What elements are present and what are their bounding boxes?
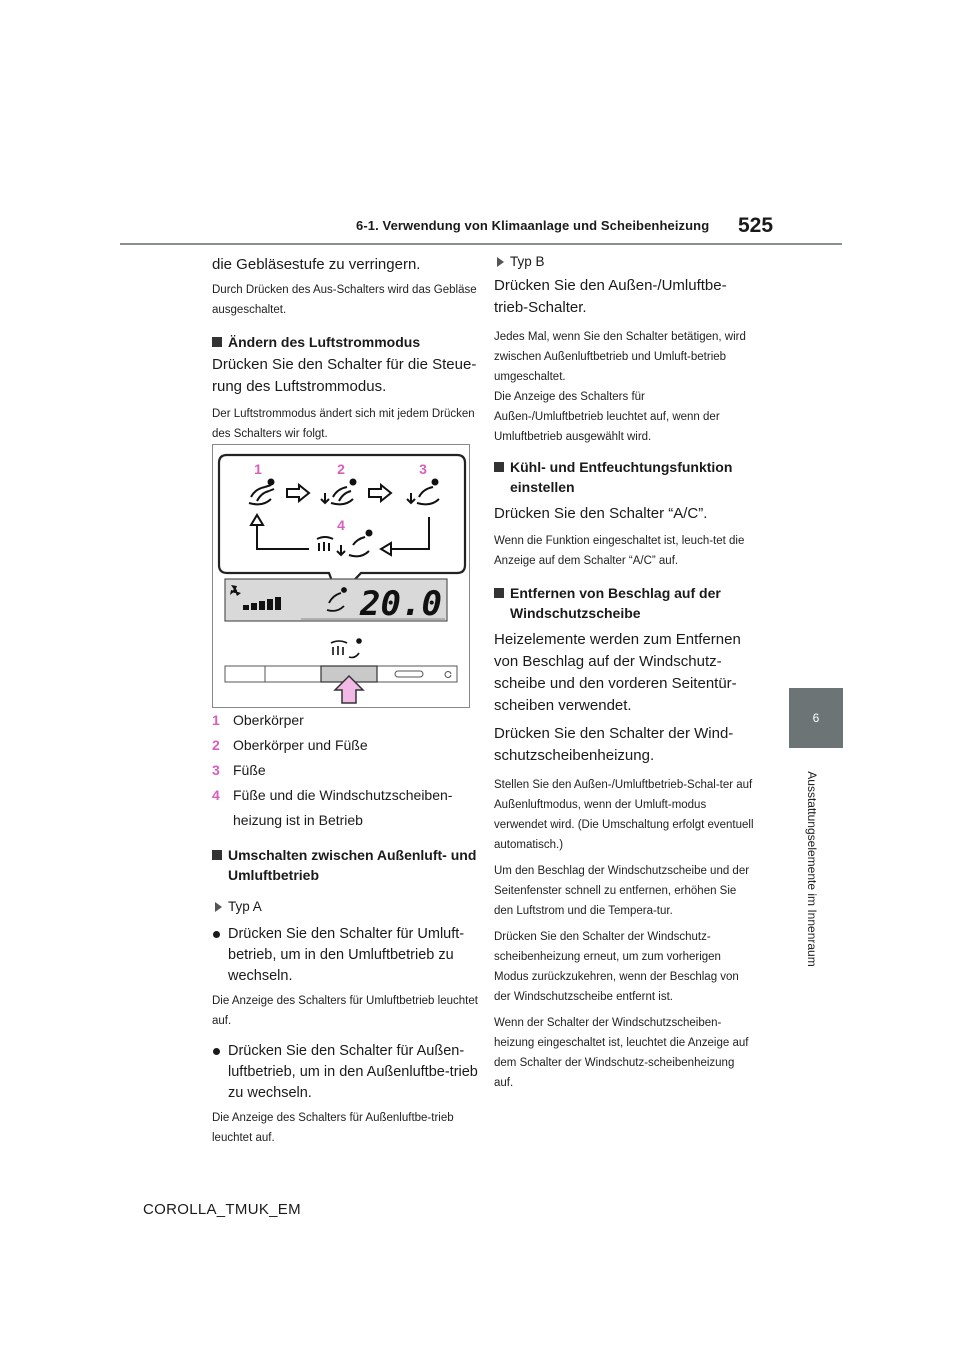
bullet-paragraph: Drücken Sie den Schalter für Umluft-betrieb, um in den Umluftbetrieb zu wechseln.: [212, 924, 480, 987]
mode-list-item: 4 Füße und die Windschutzscheiben-heizung ist in Betrieb: [212, 787, 453, 828]
note-text: Wenn die Funktion eingeschaltet ist, leuch-tet die Anzeige auf dem Schalter “A/C” auf.: [494, 535, 745, 567]
bullet-paragraph: Drücken Sie den Schalter für Außen-luftbetrieb, um in den Außenluftbe-trieb zu wechseln.: [212, 1041, 480, 1104]
text-paragraph: Heizelemente werden zum Entfernen von Beschlag auf der Windschutz-scheibe und den vorderen Seitentür-scheiben verwendet.: [494, 631, 741, 714]
square-bullet-icon: [212, 337, 222, 347]
note-text: Durch Drücken des Aus-Schalters wird das Gebläse ausgeschaltet.: [212, 284, 477, 316]
footer-model-code: COROLLA_TMUK_EM: [143, 1201, 301, 1218]
note-text: Um den Beschlag der Windschutzscheibe und der Seitenfenster schnell zu entfernen, erhöhen Sie den Luftstrom und die Tempera-tur.: [494, 865, 750, 917]
square-bullet-icon: [494, 588, 504, 598]
mode-list-item: 2 Oberkörper und Füße: [212, 737, 368, 753]
left-column: [212, 254, 480, 444]
mode-list-item: 3 Füße: [212, 762, 266, 778]
square-bullet-icon: [494, 462, 504, 472]
note-text: Die Anzeige des Schalters für Umluftbetrieb leuchtet auf.: [212, 995, 478, 1027]
text-paragraph: Drücken Sie den Außen-/Umluftbe-trieb-Schalter.: [494, 277, 727, 316]
mode-label-3: 3: [419, 461, 427, 477]
left-column-lower: [212, 708, 480, 1148]
mode-label-4: 4: [337, 517, 345, 533]
note-text: Die Anzeige des Schalters für Außenluftbe-trieb leuchtet auf.: [212, 1112, 454, 1144]
defrost-switch-icon: [331, 639, 361, 658]
right-column: [494, 254, 756, 1093]
airflow-diagram: [213, 445, 469, 707]
section-heading-switch: Umschalten zwischen Außenluft- und Umluftbetrieb: [212, 845, 480, 885]
text-paragraph: Drücken Sie den Schalter für die Steue-rung des Luftstrommodus.: [212, 356, 477, 395]
temperature-readout: 20.0: [360, 584, 442, 624]
text-paragraph: die Gebläsestufe zu verringern.: [212, 256, 421, 273]
type-label: Typ B: [494, 254, 756, 269]
mode-label-2: 2: [337, 461, 345, 477]
note-text: Die Anzeige des Schalters für Außen-/Umluftbetrieb leuchtet auf, wenn der Umluftbetrieb ausgewählt wird.: [494, 391, 720, 443]
section-heading-airflow: Ändern des Luftstrommodus: [212, 332, 480, 352]
button-indicator: [395, 671, 423, 677]
page-number: 525: [738, 214, 774, 237]
airflow-mode-figure: [212, 444, 470, 708]
text-paragraph: Drücken Sie den Schalter der Wind-schutzscheibenheizung.: [494, 725, 734, 764]
mode-list-item: 1 Oberkörper: [212, 712, 304, 728]
chapter-label: Ausstattungselemente im Innenraum: [805, 771, 819, 967]
section-title: 6-1. Verwendung von Klimaanlage und Scheibenheizung: [356, 218, 710, 233]
note-text: Stellen Sie den Außen-/Umluftbetrieb-Schal-ter auf Außenluftmodus, wenn der Umluft-modus verwendet wird. (Die Umschaltung erfolgt eventuell automatisch.): [494, 779, 754, 851]
type-label: Typ A: [212, 899, 480, 914]
note-text: Wenn der Schalter der Windschutzscheiben-heizung eingeschaltet ist, leuchtet die Anzeige auf dem Schalter der Windschutz-scheibenheizung auf.: [494, 1017, 749, 1089]
text-paragraph: Drücken Sie den Schalter “A/C”.: [494, 505, 708, 522]
square-bullet-icon: [212, 850, 222, 860]
note-text: Der Luftstrommodus ändert sich mit jedem Drücken des Schalters wir folgt.: [212, 408, 475, 440]
mode-label-1: 1: [254, 461, 262, 477]
chapter-tab: 6: [789, 688, 843, 748]
note-text: Jedes Mal, wenn Sie den Schalter betätigen, wird zwischen Außenluftbetrieb und Umluft-betrieb umgeschaltet.: [494, 331, 746, 383]
section-heading-cooling: Kühl- und Entfeuchtungsfunktion einstellen: [494, 457, 756, 497]
section-heading-defog: Entfernen von Beschlag auf der Windschutzscheibe: [494, 583, 756, 623]
note-text: Drücken Sie den Schalter der Windschutz-scheibenheizung erneut, um zum vorherigen Modus zurückzukehren, wenn der Beschlag von der Windschutzscheibe entfernt ist.: [494, 931, 739, 1003]
header-rule: [120, 243, 842, 245]
